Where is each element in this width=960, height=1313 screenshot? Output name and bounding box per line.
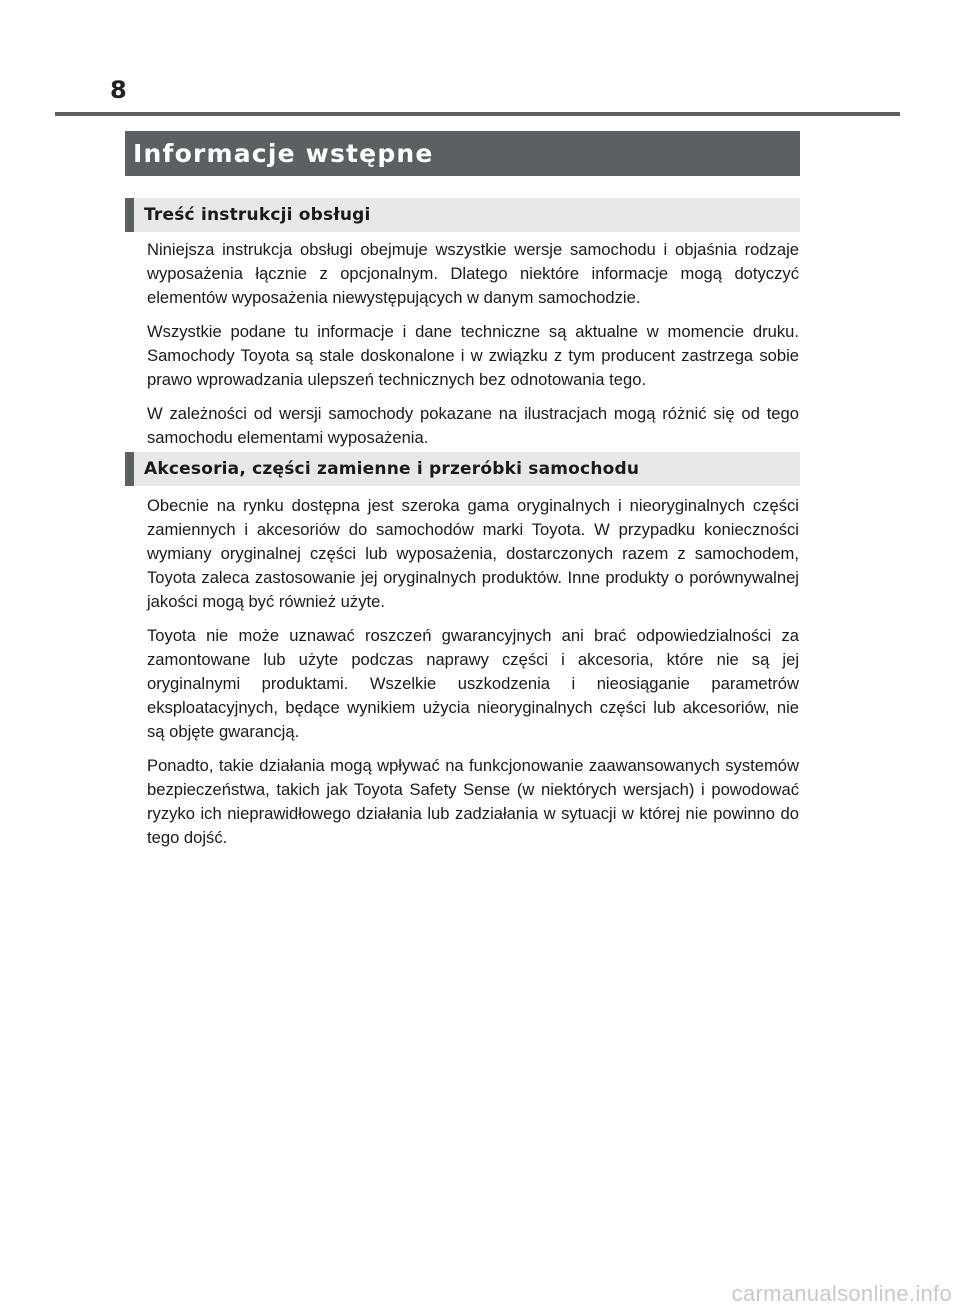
paragraph: Obecnie na rynku dostępna jest szeroka gama oryginalnych i nieoryginalnych części zamiennych i akcesoriów do samochodów marki Toyota. W przypadku konieczności wymiany oryginalnej części lub wyposażenia, dostarczonych razem z samochodem, Toyota zaleca zastosowanie jej oryginalnych produktów. Inne produkty o porównywalnej jakości mogą być również użyte.: [147, 496, 799, 611]
section-title: Akcesoria, części zamienne i przeróbki samochodu: [144, 459, 640, 479]
paragraph: W zależności od wersji samochody pokazane na ilustracjach mogą różnić się od tego samochodu elementami wyposażenia.: [147, 404, 799, 447]
page-number: 8: [110, 76, 127, 104]
watermark: carmanualsonline.info: [731, 1281, 952, 1306]
chapter-banner: [125, 131, 800, 176]
section-heading-manual-content: [125, 198, 800, 232]
paragraph: Toyota nie może uznawać roszczeń gwarancyjnych ani brać odpowiedzialności za zamontowane lub użyte podczas naprawy części i akcesoria, które nie są jej oryginalnymi produktami. Wszelkie uszkodzenia i nieosiąganie parametrów eksploatacyjnych, będące wynikiem użycia nieoryginalnych części lub akcesoriów, nie są objęte gwarancją.: [147, 626, 799, 741]
paragraph: Wszystkie podane tu informacje i dane techniczne są aktualne w momencie druku. Samochody Toyota są stale doskonalone i w związku z tym producent zastrzega sobie prawo wprowadzania ulepszeń technicznych bez odnotowania tego.: [147, 322, 799, 389]
paragraph: Niniejsza instrukcja obsługi obejmuje wszystkie wersje samochodu i objaśnia rodzaje wyposażenia łącznie z opcjonalnym. Dlatego niektóre informacje mogą dotyczyć elementów wyposażenia niewystępujących w danym samochodzie.: [147, 240, 799, 307]
top-rule: [55, 112, 900, 116]
chapter-title: Informacje wstępne: [133, 139, 434, 168]
paragraph: Ponadto, takie działania mogą wpływać na funkcjonowanie zaawansowanych systemów bezpieczeństwa, takich jak Toyota Safety Sense (w niektórych wersjach) i powodować ryzyko ich nieprawidłowego działania lub zadziałania w sytuacji w której nie powinno do tego dojść.: [147, 756, 799, 847]
section-heading-accessories: [125, 452, 800, 486]
section-body-manual-content: [147, 238, 799, 460]
section-body-accessories: [147, 494, 799, 860]
section-title: Treść instrukcji obsługi: [144, 205, 371, 225]
